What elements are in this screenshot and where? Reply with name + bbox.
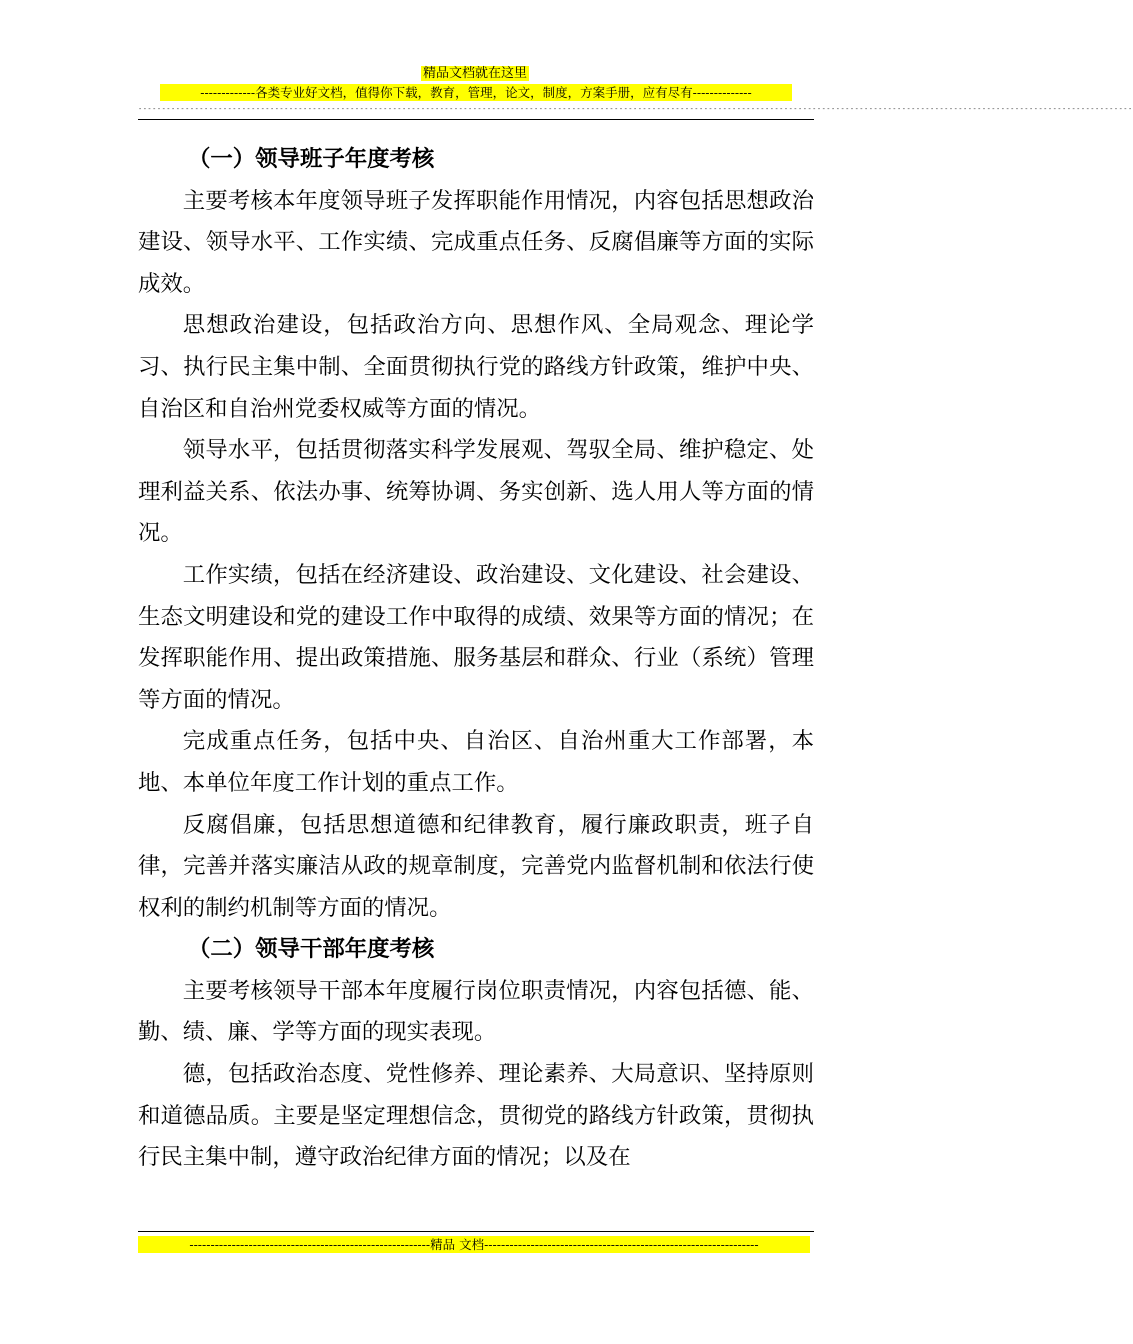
header-divider	[138, 119, 814, 120]
paragraph: 主要考核领导干部本年度履行岗位职责情况，内容包括德、能、勤、绩、廉、学等方面的现实表现。	[138, 977, 814, 1046]
document-body	[138, 139, 814, 1179]
header-dashed-rule: -------------------------------------------------------------------------------------------------------------------------------------------------------------------------------------------------------------------	[138, 105, 1133, 113]
header-title-text: 精品文档就在这里	[422, 66, 527, 81]
paragraph: 完成重点任务，包括中央、自治区、自治州重大工作部署，本地、本单位年度工作计划的重点工作。	[138, 728, 814, 796]
footer-bar: ---------------------------------------------------------精品 文档-----------------------------------------------------------------	[138, 1236, 810, 1253]
paragraph: 工作实绩，包括在经济建设、政治建设、文化建设、社会建设、生态文明建设和党的建设工作中取得的成绩、效果等方面的情况；在发挥职能作用、提出政策措施、服务基层和群众、行业（系统）管理等方面的情况。	[138, 561, 814, 713]
header-title	[0, 66, 950, 81]
section-heading: （一）领导班子年度考核	[188, 146, 435, 172]
paragraph: 反腐倡廉，包括思想道德和纪律教育，履行廉政职责，班子自律，完善并落实廉洁从政的规章制度，完善党内监督机制和依法行使权利的制约机制等方面的情况。	[138, 811, 814, 921]
paragraph: 思想政治建设，包括政治方向、思想作风、全局观念、理论学习、执行民主集中制、全面贯彻执行党的路线方针政策，维护中央、自治区和自治州党委权威等方面的情况。	[138, 312, 814, 422]
paragraph: 主要考核本年度领导班子发挥职能作用情况，内容包括思想政治建设、领导水平、工作实绩、完成重点任务、反腐倡廉等方面的实际成效。	[138, 187, 814, 297]
header-subtitle: -------------各类专业好文档，值得你下载，教育，管理，论文，制度，方案手册，应有尽有--------------	[160, 84, 792, 101]
section-heading: （二）领导干部年度考核	[188, 936, 435, 963]
paragraph: 领导水平，包括贯彻落实科学发展观、驾驭全局、维护稳定、处理利益关系、依法办事、统筹协调、务实创新、选人用人等方面的情况。	[138, 437, 814, 547]
footer-divider	[138, 1231, 814, 1232]
paragraph: 德，包括政治态度、党性修养、理论素养、大局意识、坚持原则和道德品质。主要是坚定理想信念，贯彻党的路线方针政策，贯彻执行民主集中制，遵守政治纪律方面的情况；以及在	[138, 1061, 814, 1171]
